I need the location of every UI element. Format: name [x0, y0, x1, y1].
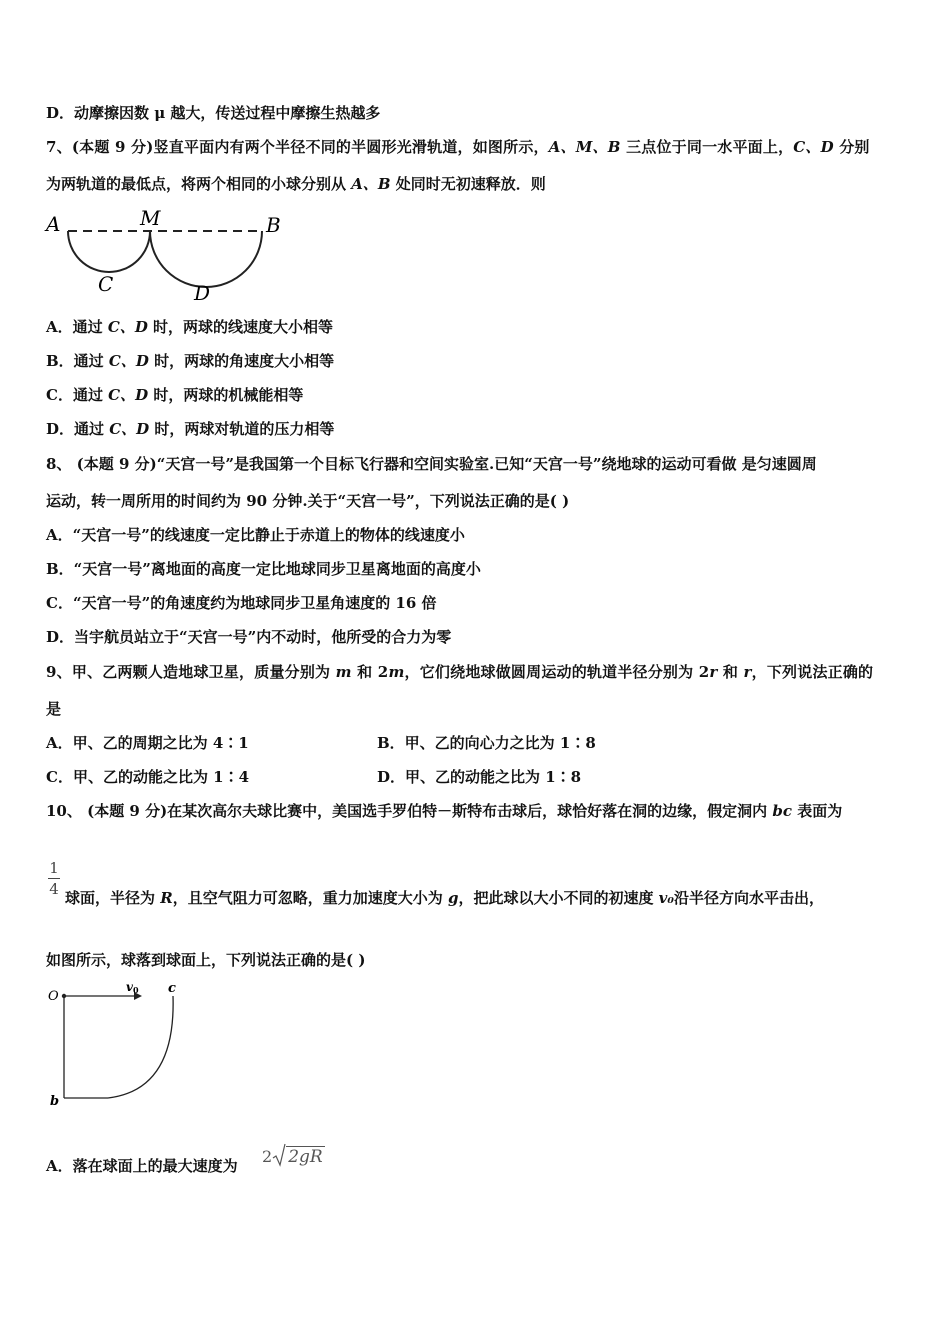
q7-stem-line1: 7、(本题 9 分)竖直平面内有两个半径不同的半圆形光滑轨道，如图所示，A、M、B 三点位于同一水平面上，C、D 分别 — [46, 138, 870, 156]
fraction-one-quarter — [46, 860, 62, 897]
fraction-numerator: 1 — [49, 859, 59, 877]
q8-option-d: D．当宇航员站立于“天宫一号”内不动时，他所受的合力为零 — [46, 628, 452, 646]
origin-point — [62, 994, 66, 998]
small-semicircle-track — [68, 231, 150, 272]
q8-option-b: B．“天宫一号”离地面的高度一定比地球同步卫星离地面的高度小 — [46, 560, 481, 578]
q6-option-d: D．动摩擦因数 μ 越大，传送过程中摩擦生热越多 — [46, 104, 381, 122]
label-o: O — [48, 989, 59, 1004]
math-coefficient: 2 — [262, 1147, 273, 1166]
fraction-denominator: 4 — [49, 880, 59, 898]
label-b: b — [50, 1094, 60, 1109]
q10-figure-quarter-sphere — [44, 978, 194, 1110]
large-semicircle-track — [150, 231, 262, 287]
q7-stem-line2: 为两轨道的最低点，将两个相同的小球分别从 A、B 处同时无初速释放．则 — [46, 175, 546, 193]
q7-option-a: A．通过 C、D 时，两球的线速度大小相等 — [46, 318, 334, 336]
q8-stem-line1: 8、 (本题 9 分)“天宫一号”是我国第一个目标飞行器和空间实验室.已知“天宫一号”绕地球的运动可看做 是匀速圆周 — [46, 455, 817, 473]
q7-option-b: B．通过 C、D 时，两球的角速度大小相等 — [46, 352, 335, 370]
q8-stem-line2: 运动，转一周所用的时间约为 90 分钟.关于“天宫一号”，下列说法正确的是( ) — [46, 492, 570, 510]
q10-stem-line2: 球面，半径为 R，且空气阻力可忽略，重力加速度大小为 g，把此球以大小不同的初速度 v₀沿半径方向水平击出， — [65, 889, 824, 907]
label-d: D — [194, 281, 211, 305]
label-b: B — [266, 213, 281, 237]
label-c: c — [168, 981, 176, 996]
q10-stem-line1: 10、 (本题 9 分)在某次高尔夫球比赛中，美国选手罗伯特－斯特布击球后，球恰好落在洞的边缘，假定洞内 bc 表面为 — [46, 802, 843, 820]
q10-stem-line3: 如图所示，球落到球面上，下列说法正确的是( ) — [46, 951, 366, 969]
label-m: M — [140, 206, 161, 230]
math-radicand: 2gR — [288, 1147, 323, 1167]
quarter-arc-surface — [108, 996, 173, 1098]
q10-option-a: A．落在球面上的最大速度为 — [46, 1157, 238, 1175]
label-v0: v0 — [126, 980, 139, 995]
q9-option-b: B．甲、乙的向心力之比为 1∶8 — [377, 734, 596, 752]
q9-stem-line2: 是 — [46, 700, 62, 718]
q9-option-a: A．甲、乙的周期之比为 4∶1 — [46, 734, 249, 752]
sqrt-radical-icon — [272, 1142, 286, 1168]
q9-option-d: D．甲、乙的动能之比为 1∶8 — [377, 768, 582, 786]
label-c: C — [98, 272, 114, 296]
math-2-sqrt-2gR — [262, 1142, 325, 1168]
q8-option-c: C．“天宫一号”的角速度约为地球同步卫星角速度的 16 倍 — [46, 594, 437, 612]
q9-stem-line1: 9、甲、乙两颗人造地球卫星，质量分别为 m 和 2m，它们绕地球做圆周运动的轨道半径分别为 2r 和 r，下列说法正确的 — [46, 663, 874, 681]
q8-option-a: A．“天宫一号”的线速度一定比静止于赤道上的物体的线速度小 — [46, 526, 465, 544]
label-a: A — [46, 212, 61, 236]
q7-option-d: D．通过 C、D 时，两球对轨道的压力相等 — [46, 420, 335, 438]
q9-option-c: C．甲、乙的动能之比为 1∶4 — [46, 768, 250, 786]
q7-option-c: C．通过 C、D 时，两球的机械能相等 — [46, 386, 304, 404]
q7-figure-semicircle-tracks — [40, 205, 290, 305]
